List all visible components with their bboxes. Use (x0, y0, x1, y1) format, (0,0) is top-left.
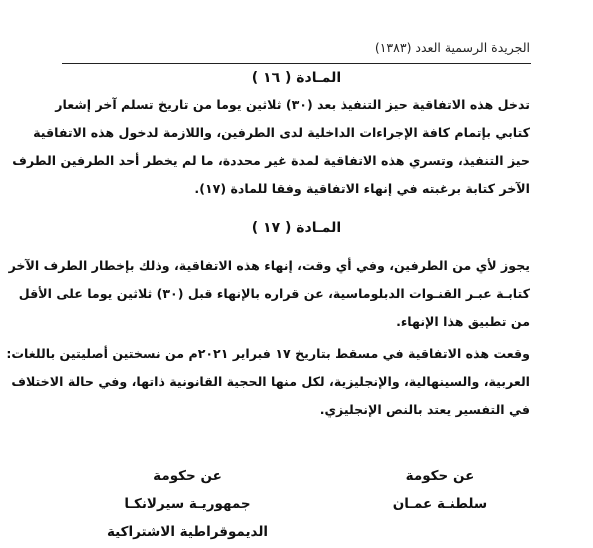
signature-oman-line2: سلطنـة عمـان (392, 496, 488, 512)
signature-sri-lanka-line1: عن حكومة (153, 468, 222, 484)
running-header: الجريدة الرسمية العدد (١٣٨٣) (374, 40, 530, 55)
signature-sri-lanka (100, 462, 275, 546)
signature-oman (370, 462, 510, 518)
header-rule (62, 63, 531, 64)
article-16-line: حيز التنفيذ، وتسري هذه الاتفاقية لمدة غير محددة، ما لم يخطر أحد الطرفين الطرف (12, 153, 530, 168)
closing-line: في التفسير يعتد بالنص الإنجليزي. (319, 402, 530, 417)
article-16-line: الآخر كتابة برغبته في إنهاء الاتفاقية وفقا للمادة (١٧). (194, 181, 530, 196)
article-17-line: من تطبيق هذا الإنهاء. (396, 314, 530, 329)
signature-sri-lanka-line3: الديموقراطية الاشتراكية (106, 524, 269, 540)
article-17-line: يجوز لأي من الطرفين، وفي أي وقت، إنهاء هذه الاتفاقية، وذلك بإخطار الطرف الآخر (8, 258, 530, 273)
closing-line: العربية، والسينهالية، والإنجليزية، لكل منها الحجية القانونية ذاتها، وفي حالة الاختلاف (11, 374, 530, 389)
closing-line: وقعت هذه الاتفاقية في مسقط بتاريخ ١٧ فبراير ٢٠٢١م من نسختين أصليتين باللغات: (6, 346, 530, 361)
article-17-body (8, 252, 530, 336)
closing-paragraph (6, 340, 530, 424)
article-16-line: تدخل هذه الاتفاقية حيز التنفيذ بعد (٣٠) ثلاثين يوما من تاريخ تسلم آخر إشعار (55, 97, 530, 112)
article-16-line: كتابي بإتمام كافة الإجراءات الداخلية لدى الطرفين، واللازمة لدخول هذه الاتفاقية (33, 125, 530, 140)
article-17-title: المـادة ( ١٧ ) (251, 220, 342, 236)
signature-sri-lanka-line2: جمهوريـة سيرلانكـا (124, 496, 251, 512)
article-17-line: كتابـة عبـر القنـوات الدبلوماسية، عن قراره بالإنهاء قبل (٣٠) ثلاثين يوما على الأقل (18, 286, 530, 301)
article-16-title: المـادة ( ١٦ ) (251, 70, 342, 86)
article-16-body (12, 91, 530, 203)
signature-oman-line1: عن حكومة (405, 468, 475, 484)
